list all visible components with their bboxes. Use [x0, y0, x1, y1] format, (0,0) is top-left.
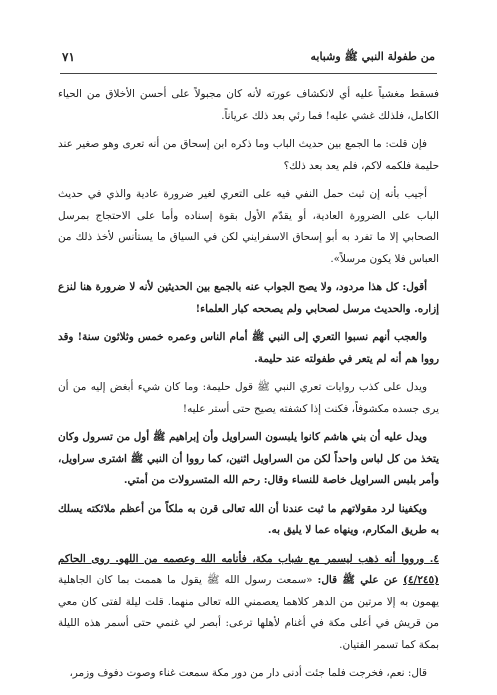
- paragraph: ويدل على كذب روايات تعري النبي ﷺ قول حليمة: وما كان شيء أبغض إليه من أن يرى جسده مكشوفاً، فكنت إذا كشفته يصيح حتى أستر عليه!: [58, 381, 439, 415]
- body-text: [58, 84, 439, 692]
- page-header: [62, 50, 435, 72]
- paragraph: فسقط مغشياً عليه أي لانكشاف عورته لأنه كان مجبولاً على أحسن الأخلاق من الحياء الكامل، فلذلك غشي عليه! فما رئي بعد ذلك عرياناً.: [58, 88, 439, 122]
- paragraph: والعجب أنهم نسبوا التعري إلى النبي ﷺ أمام الناس وعمره خمس وثلاثون سنة! وقد رووا هم أنه لم يتعر في طفولته عند حليمة.: [58, 331, 439, 365]
- hadith-text: «سمعت رسول الله ﷺ يقول ما هممت بما كان الجاهلية يهمون به إلا مرتين من الدهر كلاهما يعصمني الله تعالى منهما. قلت ليلة لفتى كان معي من قريش في أعلى مكة في أغنام لأهلها ترعى: أبصر لي غنمي حتى أسمر هذه الليلة بمكة كما تسمر الفتيان.: [58, 574, 439, 651]
- paragraph: ويدل عليه أن بني هاشم كانوا يلبسون السراويل وأن إبراهيم ﷺ أول من تسرول وكان يتخذ من كل لباس واحداً لكن من السراويل اثنين، كما رووا أن النبي ﷺ اشترى سراويل، وأمر بلبس السراويل خاصة للنساء وقال: رحم الله المتسرولات من أمتي.: [58, 431, 439, 486]
- header-divider: [60, 73, 437, 74]
- paragraph: ويكفينا لرد مقولاتهم ما ثبت عندنا أن الله تعالى قرن به ملكاً من أعظم ملائكته يسلك به طريق المكارم، وينهاه عما لا يليق به.: [58, 502, 439, 536]
- paragraph: قال: نعم، فخرجت فلما جئت أدنى دار من دور مكة سمعت غناء وصوت دفوف وزمر،: [69, 667, 427, 679]
- paragraph: أجيب بأنه إن ثبت حمل النفي فيه على التعري لغير ضرورة عادية والذي في حديث الباب على الضرورة العادية، أو يقدّم الأول بقوة إسناده وأما على الاحتجاج بمرسل الصحابي إلا ما تفرد به أبو إسحاق الاسفرايني لكن في السياق ما يستأنس لأخذ ذلك من العباس فلا يكون مرسلاً».: [58, 188, 439, 265]
- paragraph: فإن قلت: ما الجمع بين حديث الباب وما ذكره ابن إسحاق من أنه تعرى وهو صغير عند حليمة فلكمه لاكم، فلم يعد بعد ذلك؟: [58, 138, 439, 172]
- paragraph: أقول: كل هذا مردود، ولا يصح الجواب عنه بالجمع بين الحديثين لأنه لا ضرورة هنا لنزع إزاره. والحديث مرسل لصحابي ولم يصححه كبار العلماء!: [58, 281, 439, 315]
- section-heading: ٤. ورووا أنه ذهب ليسمر مع شباب مكة، فأنامه الله وعصمه من اللهو. روى الحاكم (٤/٢٤٥): [58, 552, 439, 586]
- running-title: من طفولة النبي ﷺ وشبابه: [310, 50, 435, 63]
- hadith-narrator-lead: عن علي ﷺ قال:: [317, 574, 398, 586]
- section-block: [58, 549, 439, 657]
- page-number: ٧١: [62, 50, 75, 64]
